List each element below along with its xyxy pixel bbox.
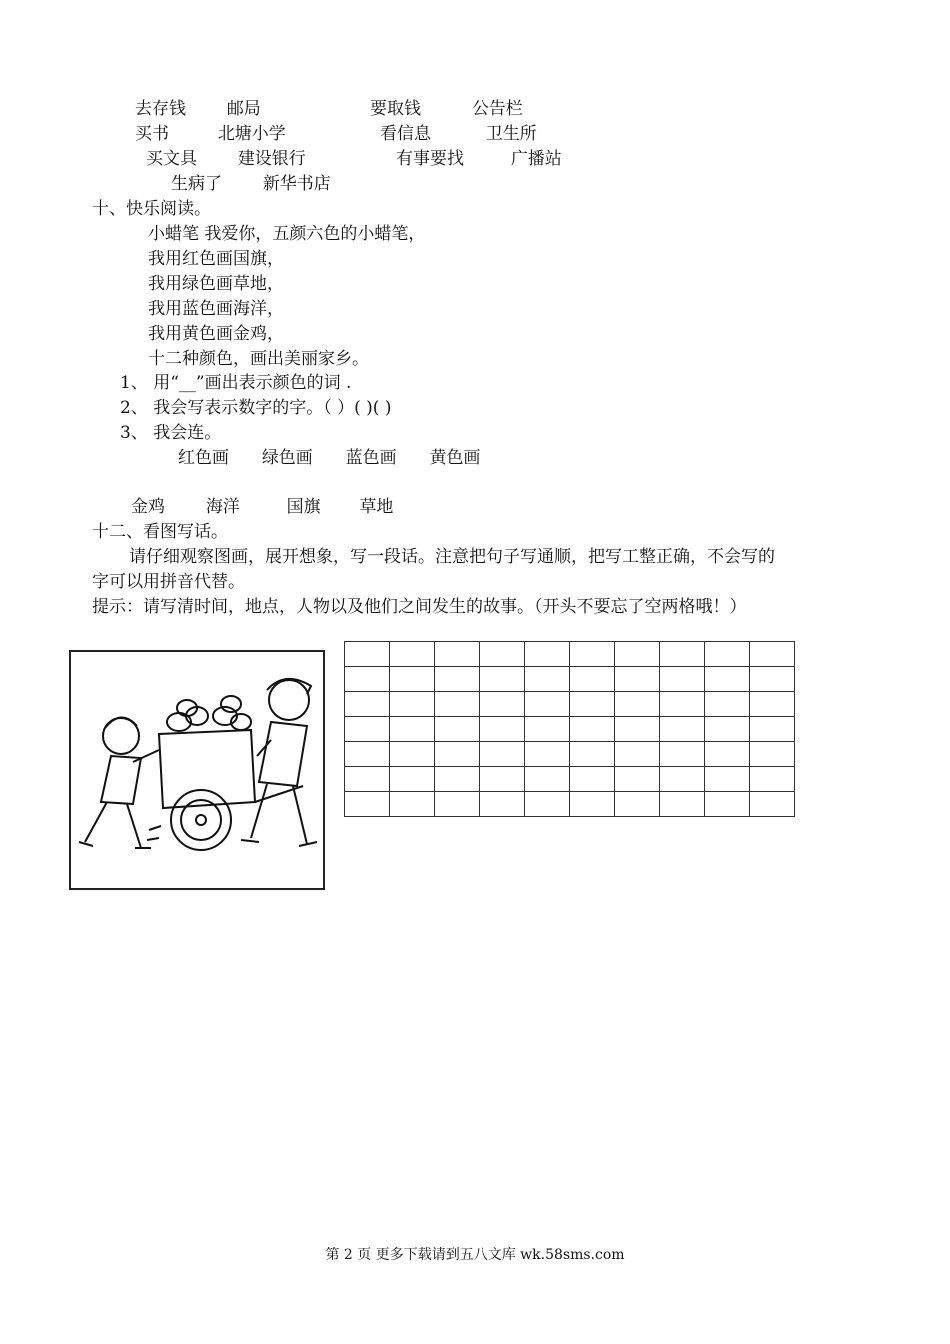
match-item: 去存钱 bbox=[135, 99, 186, 119]
grid-cell[interactable] bbox=[525, 642, 570, 667]
grid-cell[interactable] bbox=[570, 642, 615, 667]
grid-cell[interactable] bbox=[705, 692, 750, 717]
grid-row bbox=[345, 692, 795, 717]
grid-cell[interactable] bbox=[345, 792, 390, 817]
poem-line: 我用绿色画草地， bbox=[148, 274, 284, 294]
hint-text: 提示：请写清时间，地点，人物以及他们之间发生的故事。（开头不要忘了空两格哦！） bbox=[92, 597, 747, 617]
grid-cell[interactable] bbox=[435, 792, 480, 817]
match-row-4 bbox=[171, 173, 331, 195]
grid-cell[interactable] bbox=[705, 792, 750, 817]
connect-item: 蓝色画 bbox=[345, 448, 397, 468]
grid-cell[interactable] bbox=[570, 767, 615, 792]
grid-cell[interactable] bbox=[345, 667, 390, 692]
match-item: 卫生所 bbox=[485, 124, 537, 144]
grid-cell[interactable] bbox=[390, 792, 435, 817]
question-number: 1、 bbox=[120, 373, 148, 393]
connect-item: 黄色画 bbox=[429, 448, 481, 468]
connect-top-row bbox=[178, 447, 480, 469]
match-item: 邮局 bbox=[226, 99, 261, 119]
grid-cell[interactable] bbox=[525, 792, 570, 817]
grid-cell[interactable] bbox=[435, 742, 480, 767]
connect-item: 海洋 bbox=[205, 497, 240, 517]
question-3 bbox=[120, 422, 221, 444]
grid-cell[interactable] bbox=[570, 692, 615, 717]
grid-cell[interactable] bbox=[570, 792, 615, 817]
match-row-2-right bbox=[380, 123, 537, 145]
question-number: 3、 bbox=[120, 423, 148, 443]
grid-cell[interactable] bbox=[615, 667, 660, 692]
match-item: 有事要找 bbox=[396, 149, 464, 169]
grid-cell[interactable] bbox=[435, 767, 480, 792]
grid-cell[interactable] bbox=[435, 692, 480, 717]
grid-cell[interactable] bbox=[480, 667, 525, 692]
grid-cell[interactable] bbox=[345, 742, 390, 767]
poem-line: 我用红色画国旗， bbox=[148, 249, 284, 269]
grid-cell[interactable] bbox=[705, 767, 750, 792]
grid-cell[interactable] bbox=[480, 692, 525, 717]
instruction-line: 请仔细观察图画，展开想象，写一段话。注意把句子写通顺，把写工整正确，不会写的 bbox=[129, 547, 775, 567]
grid-cell[interactable] bbox=[750, 667, 795, 692]
grid-cell[interactable] bbox=[750, 717, 795, 742]
section-12-title: 十二、看图写话。 bbox=[92, 522, 228, 542]
cart-illustration bbox=[69, 650, 325, 890]
grid-cell[interactable] bbox=[345, 692, 390, 717]
grid-cell[interactable] bbox=[615, 742, 660, 767]
grid-cell[interactable] bbox=[525, 742, 570, 767]
match-row-3-left bbox=[146, 148, 306, 170]
grid-cell[interactable] bbox=[615, 642, 660, 667]
grid-cell[interactable] bbox=[525, 767, 570, 792]
page-footer: 第 2 页 更多下载请到五八文库 wk.58sms.com bbox=[325, 1247, 625, 1263]
grid-cell[interactable] bbox=[750, 742, 795, 767]
grid-cell[interactable] bbox=[660, 642, 705, 667]
connect-item: 绿色画 bbox=[261, 448, 313, 468]
match-item: 公告栏 bbox=[471, 99, 523, 119]
grid-cell[interactable] bbox=[660, 692, 705, 717]
grid-cell[interactable] bbox=[345, 642, 390, 667]
match-item: 要取钱 bbox=[370, 99, 421, 119]
question-2 bbox=[120, 397, 391, 419]
question-text: 我会连。 bbox=[153, 423, 222, 443]
match-item: 广播站 bbox=[510, 149, 562, 169]
grid-cell[interactable] bbox=[435, 642, 480, 667]
grid-cell[interactable] bbox=[570, 717, 615, 742]
grid-cell[interactable] bbox=[705, 717, 750, 742]
question-text: 我会写表示数字的字。（ ）( )( ) bbox=[153, 398, 392, 418]
poem-line: 我用黄色画金鸡， bbox=[148, 324, 284, 344]
match-item: 新华书店 bbox=[262, 174, 331, 194]
boys-pushing-cart-icon bbox=[71, 652, 323, 888]
grid-row bbox=[345, 742, 795, 767]
match-item: 买书 bbox=[135, 124, 169, 144]
grid-cell[interactable] bbox=[660, 792, 705, 817]
grid-cell[interactable] bbox=[525, 667, 570, 692]
match-item: 看信息 bbox=[380, 124, 431, 144]
grid-cell[interactable] bbox=[345, 717, 390, 742]
question-1 bbox=[120, 372, 351, 394]
connect-item: 红色画 bbox=[178, 448, 229, 468]
grid-cell[interactable] bbox=[570, 667, 615, 692]
poem-line: 十二种颜色，画出美丽家乡。 bbox=[148, 349, 369, 369]
grid-cell[interactable] bbox=[615, 692, 660, 717]
grid-row bbox=[345, 642, 795, 667]
grid-row bbox=[345, 767, 795, 792]
section-10-title: 十、快乐阅读。 bbox=[92, 199, 211, 219]
grid-cell[interactable] bbox=[480, 717, 525, 742]
grid-cell[interactable] bbox=[660, 667, 705, 692]
question-text: 用“__”画出表示颜色的词 . bbox=[153, 373, 352, 393]
grid-cell[interactable] bbox=[660, 742, 705, 767]
grid-cell[interactable] bbox=[390, 717, 435, 742]
grid-cell[interactable] bbox=[705, 642, 750, 667]
grid-cell[interactable] bbox=[435, 717, 480, 742]
question-number: 2、 bbox=[120, 398, 148, 418]
grid-cell[interactable] bbox=[390, 667, 435, 692]
writing-grid bbox=[344, 641, 795, 817]
connect-item: 国旗 bbox=[286, 497, 321, 517]
grid-cell[interactable] bbox=[390, 692, 435, 717]
grid-cell[interactable] bbox=[660, 767, 705, 792]
poem-line: 我用蓝色画海洋， bbox=[148, 299, 284, 319]
grid-cell[interactable] bbox=[615, 717, 660, 742]
grid-cell[interactable] bbox=[705, 742, 750, 767]
grid-row bbox=[345, 667, 795, 692]
grid-cell[interactable] bbox=[480, 742, 525, 767]
grid-row bbox=[345, 792, 795, 817]
grid-cell[interactable] bbox=[705, 667, 750, 692]
connect-bottom-row bbox=[131, 496, 393, 518]
grid-cell[interactable] bbox=[525, 717, 570, 742]
match-row-2-left bbox=[135, 123, 286, 145]
match-item: 建设银行 bbox=[237, 149, 306, 169]
grid-cell[interactable] bbox=[345, 767, 390, 792]
grid-cell[interactable] bbox=[750, 642, 795, 667]
grid-cell[interactable] bbox=[480, 642, 525, 667]
grid-cell[interactable] bbox=[570, 742, 615, 767]
match-item: 买文具 bbox=[146, 149, 197, 169]
grid-cell[interactable] bbox=[615, 792, 660, 817]
instruction-line: 字可以用拼音代替。 bbox=[92, 572, 245, 592]
grid-cell[interactable] bbox=[525, 692, 570, 717]
grid-cell[interactable] bbox=[615, 767, 660, 792]
match-item: 北塘小学 bbox=[217, 124, 286, 144]
match-item: 生病了 bbox=[171, 174, 222, 194]
grid-cell[interactable] bbox=[750, 767, 795, 792]
poem-line: 小蜡笔 我爱你，五颜六色的小蜡笔， bbox=[148, 224, 426, 244]
grid-cell[interactable] bbox=[390, 642, 435, 667]
grid-cell[interactable] bbox=[390, 742, 435, 767]
match-row-1-right bbox=[370, 98, 523, 120]
grid-cell[interactable] bbox=[480, 767, 525, 792]
grid-cell[interactable] bbox=[660, 717, 705, 742]
connect-item: 草地 bbox=[359, 497, 394, 517]
grid-cell[interactable] bbox=[750, 792, 795, 817]
grid-cell[interactable] bbox=[750, 692, 795, 717]
grid-cell[interactable] bbox=[390, 767, 435, 792]
match-row-3-right bbox=[396, 148, 562, 170]
match-row-1-left bbox=[135, 98, 261, 120]
connect-item: 金鸡 bbox=[131, 497, 165, 517]
grid-row bbox=[345, 717, 795, 742]
grid-cell[interactable] bbox=[435, 667, 480, 692]
grid-cell[interactable] bbox=[480, 792, 525, 817]
